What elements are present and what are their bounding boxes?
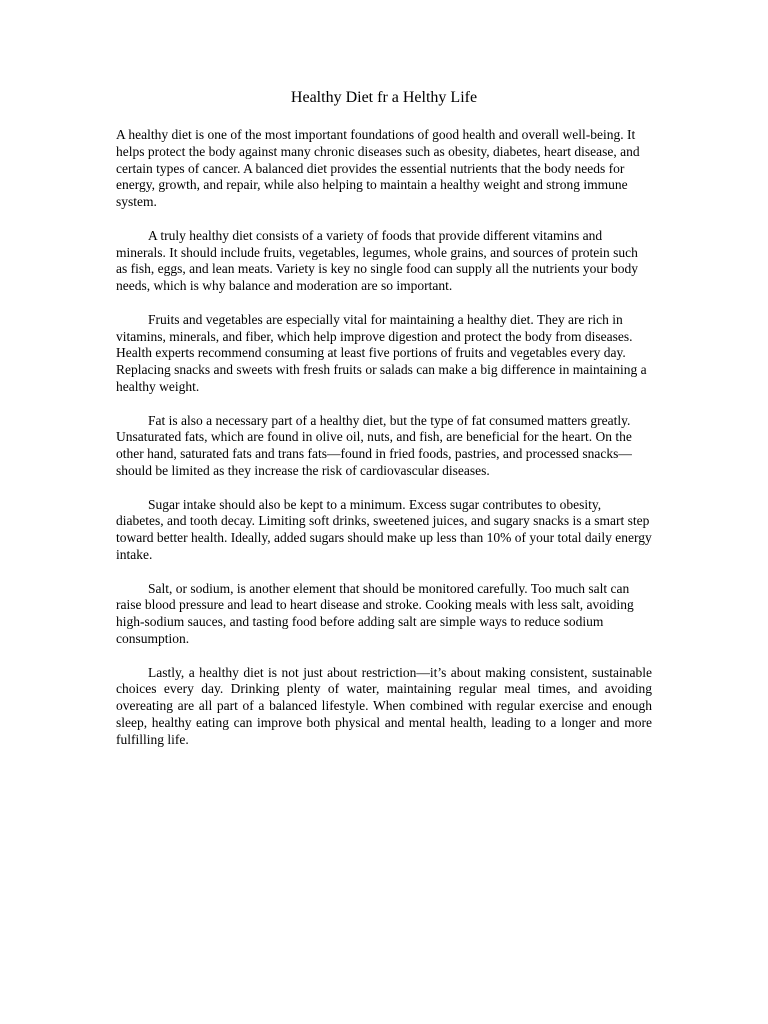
paragraph-intro: A healthy diet is one of the most important foundations of good health and overall well-being. It helps protect the body against many chronic diseases such as obesity, diabetes, heart disease, and certain types of cancer. A balanced diet provides the essential nutrients that the body needs for energy, growth, and repair, while also helping to maintain a healthy weight and strong immune system.: [116, 127, 640, 210]
paragraph-fat: Fat is also a necessary part of a healthy diet, but the type of fat consumed matters greatly. Unsaturated fats, which are found in olive oil, nuts, and fish, are beneficial for the heart. On the other hand, saturated fats and trans fats—found in fried foods, pastries, and processed snacks—should be limited as they increase the risk of cardiovascular diseases.: [116, 412, 632, 478]
paragraph-variety: A truly healthy diet consists of a variety of foods that provide different vitamins and minerals. It should include fruits, vegetables, legumes, whole grains, and sources of protein such as fish, eggs, and lean meats. Variety is key no single food can supply all the nutrients your body needs, which is why balance and moderation are so important.: [116, 227, 639, 294]
document-title: Healthy Diet fr a Helthy Life: [290, 89, 478, 106]
paragraph-conclusion: Lastly, a healthy diet is not just about restriction—it’s about making consistent, sustainable choices every day. Drinking plenty of water, maintaining regular meal times, and avoiding overeating are all part of a balanced lifestyle. When combined with regular exercise and enough sleep, healthy eating can improve both physical and mental health, leading to a longer and more fulfilling life.: [116, 664, 652, 747]
paragraph-sugar: Sugar intake should also be kept to a minimum. Excess sugar contributes to obesity, diabetes, and tooth decay. Limiting soft drinks, sweetened juices, and sugary snacks is a smart step toward better health. Ideally, added sugars should make up less than 10% of your total daily energy intake.: [116, 496, 652, 562]
paragraph-salt: Salt, or sodium, is another element that should be monitored carefully. Too much salt can raise blood pressure and lead to heart disease and stroke. Cooking meals with less salt, avoiding high-sodium sauces, and tasting food before adding salt are simple ways to reduce sodium consumption.: [116, 580, 634, 646]
document-body: [116, 127, 652, 765]
paragraph-fruits-vegetables: Fruits and vegetables are especially vital for maintaining a healthy diet. They are rich in vitamins, minerals, and fiber, which help improve digestion and protect the body from diseases. Health experts recommend consuming at least five portions of fruits and vegetables every day. Replacing snacks and sweets with fresh fruits or salads can make a big difference in maintaining a healthy weight.: [116, 311, 647, 394]
